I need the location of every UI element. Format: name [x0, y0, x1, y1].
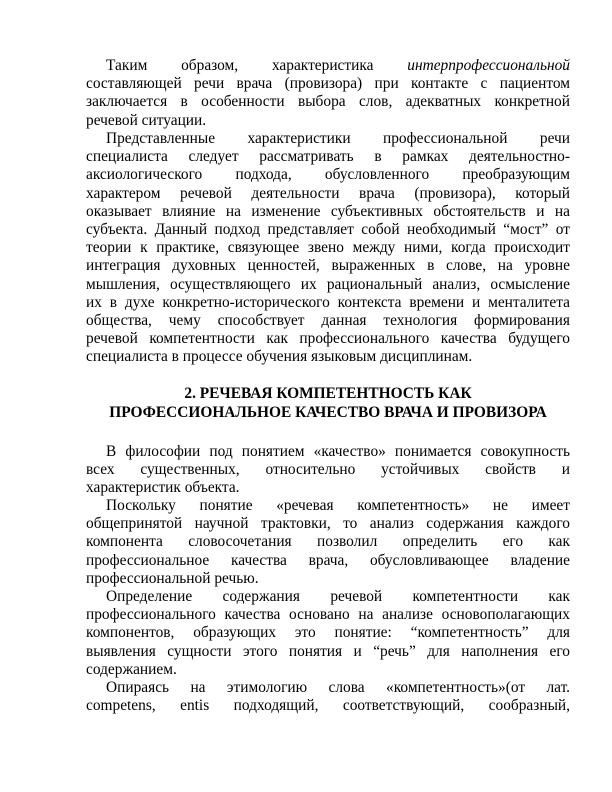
paragraph-3: [86, 443, 570, 498]
paragraph-line: теории к практике, связующее звено между ними, когда происходит: [86, 239, 570, 257]
paragraph-line: всех существенных, относительно устойчивых свойств и: [86, 461, 570, 479]
paragraph-line: специалиста в процессе обучения языковым дисциплинам.: [86, 348, 473, 366]
paragraph-line: мышления, осуществляющего их рациональный анализ, осмысление: [86, 275, 570, 293]
paragraph-line: competens, entis подходящий, соответствующий, сообразный,: [86, 697, 570, 715]
paragraph-line: субъекта. Данный подход представляет собой необходимый “мост” от: [86, 220, 570, 238]
paragraph-line: их в духе конкретно-исторического контекста времени и менталитета: [86, 293, 570, 311]
italic-term: интерпрофессиональной: [407, 57, 570, 74]
paragraph-line: речевой компетентности как профессионального качества будущего: [86, 330, 570, 348]
paragraph-line: составляющей речи врача (провизора) при контакте с пациентом: [86, 75, 570, 93]
paragraph-line: общества, чему способствует данная технология формирования: [86, 311, 570, 329]
paragraph-line: Поскольку понятие «речевая компетентность» не имеет: [106, 497, 570, 514]
paragraph-1-line-1: [86, 57, 570, 75]
paragraph-line: профессионального качества основано на анализе основополагающих: [86, 606, 570, 624]
paragraph-line: интеграция духовных ценностей, выраженных в слове, на уровне: [86, 257, 570, 275]
paragraph-1: [86, 57, 570, 130]
paragraph-line: Определение содержания речевой компетентности как: [106, 588, 570, 605]
paragraph-6: [86, 679, 570, 715]
paragraph-1-text: Таким образом, характеристика: [106, 57, 374, 74]
paragraph-line: общепринятой научной трактовки, то анализ содержания каждого: [86, 515, 570, 533]
paragraph-line: профессиональной речью.: [86, 569, 259, 587]
paragraph-line: специалиста следует рассматривать в рамках деятельностно-: [86, 148, 570, 166]
paragraph-line: Опираясь на этимологию слова «компетентность»(от лат.: [106, 679, 570, 696]
paragraph-line: Представленные характеристики профессиональной речи: [106, 130, 570, 147]
paragraph-2: [86, 130, 570, 366]
paragraph-4: [86, 497, 570, 588]
paragraph-line: характером речевой деятельности врача (провизора), который: [86, 184, 570, 202]
paragraph-line: аксиологического подхода, обусловленного преобразующим: [86, 166, 570, 184]
paragraph-line: содержанием.: [86, 660, 177, 678]
paragraph-line: оказывает влияние на изменение субъективных обстоятельств и на: [86, 202, 570, 220]
paragraph-line: компонента словосочетания позволил определить его как: [86, 533, 570, 551]
paragraph-line: характеристик объекта.: [86, 479, 240, 497]
paragraph-line: речевой ситуации.: [86, 111, 207, 129]
paragraph-5: [86, 588, 570, 679]
section-heading-line-1: 2. РЕЧЕВАЯ КОМПЕТЕНТНОСТЬ КАК: [184, 385, 472, 402]
paragraph-line: компонентов, образующих это понятие: “компетентность” для: [86, 624, 570, 642]
section-heading: [86, 385, 570, 422]
paragraph-line: выявления сущности этого понятия и “речь” для наполнения его: [86, 642, 570, 660]
paragraph-line: В философии под понятием «качество» понимается совокупность: [106, 443, 570, 460]
section-heading-line-2: ПРОФЕССИОНАЛЬНОЕ КАЧЕСТВО ВРАЧА И ПРОВИЗОРА: [109, 403, 547, 421]
paragraph-line: заключается в особенности выбора слов, адекватных конкретной: [86, 93, 570, 111]
paragraph-line: профессиональное качества врача, обусловливающее владение: [86, 551, 570, 569]
